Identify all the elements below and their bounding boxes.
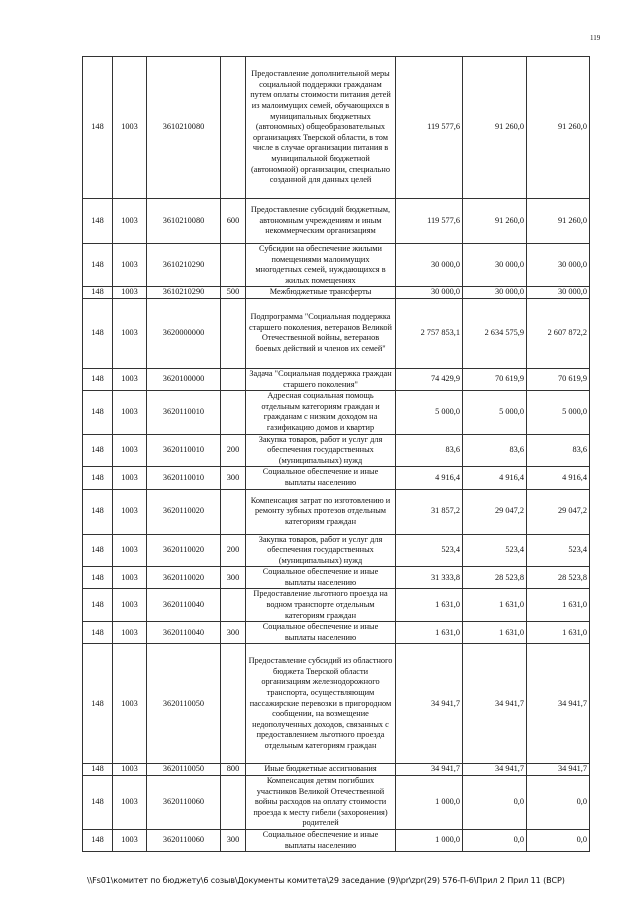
table-row [83,534,590,567]
target-article-cell: 3610210080 [147,57,221,199]
file-path-footer: \\Fs01\комитет по бюджету\6 созыв\Документы комитета\29 заседание (9)\pr\zpr(29) 576-П-6\Прил 2 Прил 11 (ВСР) [87,875,565,885]
amount-year2-cell: 523,4 [463,534,527,567]
section-code-cell: 1003 [113,644,147,764]
amount-year3-cell: 91 260,0 [527,57,590,199]
description-cell: Предоставление дополнительной меры социальной поддержки гражданам путем оплаты стоимости питания детей из малоимущих семей, обучающихся в муниципальных бюджетных (автономных) общеобразовательных организациях Тверской области, в том числе в случае организации питания в муниципальной бюджетной (автономной) организации, специально созданной для данных целей [246,57,396,199]
target-article-cell: 3620110010 [147,391,221,434]
amount-year2-cell: 34 941,7 [463,644,527,764]
amount-year3-cell: 0,0 [527,830,590,852]
amount-year3-cell: 70 619,9 [527,368,590,390]
table-row [83,764,590,776]
amount-year2-cell: 1 631,0 [463,622,527,644]
amount-year3-cell: 30 000,0 [527,287,590,299]
section-code-cell: 1003 [113,567,147,589]
expense-type-cell [221,298,246,368]
amount-year1-cell: 74 429,9 [396,368,463,390]
admin-code-cell: 148 [83,589,113,622]
table-row [83,467,590,489]
description-cell: Предоставление субсидий из областного бюджета Тверской области организациям железнодорожного транспорта, осуществляющим пассажирские перевозки в пригородном сообщении, на возмещение недополученных доходов, связанных с предоставлением льготного проезда отдельным категориям граждан [246,644,396,764]
expense-type-cell: 300 [221,467,246,489]
table-row [83,489,590,534]
admin-code-cell: 148 [83,434,113,467]
table-row [83,368,590,390]
amount-year2-cell: 0,0 [463,776,527,830]
amount-year2-cell: 70 619,9 [463,368,527,390]
amount-year1-cell: 523,4 [396,534,463,567]
admin-code-cell: 148 [83,368,113,390]
expense-type-cell [221,776,246,830]
amount-year2-cell: 91 260,0 [463,199,527,244]
section-code-cell: 1003 [113,57,147,199]
amount-year2-cell: 30 000,0 [463,287,527,299]
amount-year2-cell: 5 000,0 [463,391,527,434]
amount-year3-cell: 0,0 [527,776,590,830]
section-code-cell: 1003 [113,391,147,434]
amount-year1-cell: 1 000,0 [396,776,463,830]
amount-year1-cell: 119 577,6 [396,57,463,199]
amount-year1-cell: 31 857,2 [396,489,463,534]
target-article-cell: 3620110010 [147,434,221,467]
admin-code-cell: 148 [83,244,113,287]
admin-code-cell: 148 [83,391,113,434]
target-article-cell: 3620110040 [147,622,221,644]
target-article-cell: 3620000000 [147,298,221,368]
description-cell: Межбюджетные трансферты [246,287,396,299]
amount-year3-cell: 83,6 [527,434,590,467]
target-article-cell: 3620110020 [147,489,221,534]
target-article-cell: 3610210080 [147,199,221,244]
section-code-cell: 1003 [113,830,147,852]
expense-type-cell: 200 [221,534,246,567]
target-article-cell: 3610210290 [147,287,221,299]
target-article-cell: 3620110060 [147,776,221,830]
description-cell: Субсидии на обеспечение жилыми помещениями малоимущих многодетных семей, нуждающихся в жилых помещениях [246,244,396,287]
expense-type-cell: 800 [221,764,246,776]
expense-type-cell: 200 [221,434,246,467]
amount-year1-cell: 30 000,0 [396,244,463,287]
target-article-cell: 3620110040 [147,589,221,622]
description-cell: Компенсация затрат по изготовлению и ремонту зубных протезов отдельным категориям граждан [246,489,396,534]
table-body [83,57,590,852]
expense-type-cell [221,368,246,390]
table-row [83,434,590,467]
table-row [83,57,590,199]
budget-table [82,56,590,852]
target-article-cell: 3620110010 [147,467,221,489]
section-code-cell: 1003 [113,287,147,299]
target-article-cell: 3620110050 [147,644,221,764]
amount-year2-cell: 83,6 [463,434,527,467]
amount-year1-cell: 5 000,0 [396,391,463,434]
amount-year1-cell: 1 631,0 [396,589,463,622]
admin-code-cell: 148 [83,830,113,852]
amount-year2-cell: 2 634 575,9 [463,298,527,368]
amount-year2-cell: 91 260,0 [463,57,527,199]
target-article-cell: 3620100000 [147,368,221,390]
description-cell: Компенсация детям погибших участников Великой Отечественной войны расходов на оплату стоимости проезда к месту гибели (захоронения) родителей [246,776,396,830]
description-cell: Социальное обеспечение и иные выплаты населению [246,830,396,852]
section-code-cell: 1003 [113,298,147,368]
admin-code-cell: 148 [83,534,113,567]
description-cell: Предоставление льготного проезда на водном транспорте отдельным категориям граждан [246,589,396,622]
table-row [83,298,590,368]
amount-year3-cell: 34 941,7 [527,764,590,776]
amount-year2-cell: 30 000,0 [463,244,527,287]
amount-year3-cell: 4 916,4 [527,467,590,489]
amount-year3-cell: 91 260,0 [527,199,590,244]
table-row [83,567,590,589]
description-cell: Закупка товаров, работ и услуг для обеспечения государственных (муниципальных) нужд [246,534,396,567]
expense-type-cell [221,489,246,534]
admin-code-cell: 148 [83,567,113,589]
amount-year3-cell: 2 607 872,2 [527,298,590,368]
expense-type-cell: 500 [221,287,246,299]
section-code-cell: 1003 [113,776,147,830]
admin-code-cell: 148 [83,644,113,764]
amount-year1-cell: 2 757 853,1 [396,298,463,368]
amount-year1-cell: 83,6 [396,434,463,467]
amount-year3-cell: 5 000,0 [527,391,590,434]
amount-year2-cell: 34 941,7 [463,764,527,776]
expense-type-cell [221,644,246,764]
description-cell: Иные бюджетные ассигнования [246,764,396,776]
expense-type-cell: 300 [221,830,246,852]
table-row [83,830,590,852]
amount-year3-cell: 1 631,0 [527,622,590,644]
target-article-cell: 3620110060 [147,830,221,852]
section-code-cell: 1003 [113,434,147,467]
table-row [83,199,590,244]
amount-year1-cell: 4 916,4 [396,467,463,489]
target-article-cell: 3610210290 [147,244,221,287]
description-cell: Предоставление субсидий бюджетным, автономным учреждениям и иным некоммерческим организациям [246,199,396,244]
admin-code-cell: 148 [83,57,113,199]
amount-year3-cell: 34 941,7 [527,644,590,764]
section-code-cell: 1003 [113,467,147,489]
amount-year1-cell: 31 333,8 [396,567,463,589]
admin-code-cell: 148 [83,287,113,299]
amount-year1-cell: 119 577,6 [396,199,463,244]
amount-year1-cell: 34 941,7 [396,644,463,764]
section-code-cell: 1003 [113,489,147,534]
section-code-cell: 1003 [113,764,147,776]
expense-type-cell [221,244,246,287]
section-code-cell: 1003 [113,368,147,390]
table-row [83,776,590,830]
description-cell: Социальное обеспечение и иные выплаты населению [246,467,396,489]
admin-code-cell: 148 [83,764,113,776]
expense-type-cell: 300 [221,622,246,644]
admin-code-cell: 148 [83,489,113,534]
table-row [83,287,590,299]
table-row [83,391,590,434]
description-cell: Задача "Социальная поддержка граждан старшего поколения" [246,368,396,390]
amount-year3-cell: 30 000,0 [527,244,590,287]
table-row [83,644,590,764]
amount-year1-cell: 1 000,0 [396,830,463,852]
amount-year2-cell: 1 631,0 [463,589,527,622]
description-cell: Социальное обеспечение и иные выплаты населению [246,567,396,589]
section-code-cell: 1003 [113,622,147,644]
target-article-cell: 3620110020 [147,567,221,589]
admin-code-cell: 148 [83,776,113,830]
section-code-cell: 1003 [113,199,147,244]
amount-year3-cell: 523,4 [527,534,590,567]
expense-type-cell [221,391,246,434]
admin-code-cell: 148 [83,298,113,368]
amount-year2-cell: 28 523,8 [463,567,527,589]
expense-type-cell: 300 [221,567,246,589]
admin-code-cell: 148 [83,199,113,244]
expense-type-cell: 600 [221,199,246,244]
section-code-cell: 1003 [113,244,147,287]
expense-type-cell [221,589,246,622]
admin-code-cell: 148 [83,622,113,644]
admin-code-cell: 148 [83,467,113,489]
description-cell: Подпрограмма "Социальная поддержка старшего поколения, ветеранов Великой Отечественной войны, ветеранов боевых действий и членов их семей" [246,298,396,368]
description-cell: Социальное обеспечение и иные выплаты населению [246,622,396,644]
target-article-cell: 3620110050 [147,764,221,776]
amount-year2-cell: 0,0 [463,830,527,852]
amount-year1-cell: 30 000,0 [396,287,463,299]
table-row [83,244,590,287]
page-number: 119 [590,34,601,42]
section-code-cell: 1003 [113,534,147,567]
amount-year3-cell: 29 047,2 [527,489,590,534]
amount-year2-cell: 29 047,2 [463,489,527,534]
target-article-cell: 3620110020 [147,534,221,567]
section-code-cell: 1003 [113,589,147,622]
amount-year3-cell: 28 523,8 [527,567,590,589]
expense-type-cell [221,57,246,199]
amount-year2-cell: 4 916,4 [463,467,527,489]
description-cell: Адресная социальная помощь отдельным категориям граждан и гражданам с низким доходом на газификацию домов и квартир [246,391,396,434]
amount-year3-cell: 1 631,0 [527,589,590,622]
description-cell: Закупка товаров, работ и услуг для обеспечения государственных (муниципальных) нужд [246,434,396,467]
amount-year1-cell: 1 631,0 [396,622,463,644]
table-row [83,622,590,644]
amount-year1-cell: 34 941,7 [396,764,463,776]
table-row [83,589,590,622]
